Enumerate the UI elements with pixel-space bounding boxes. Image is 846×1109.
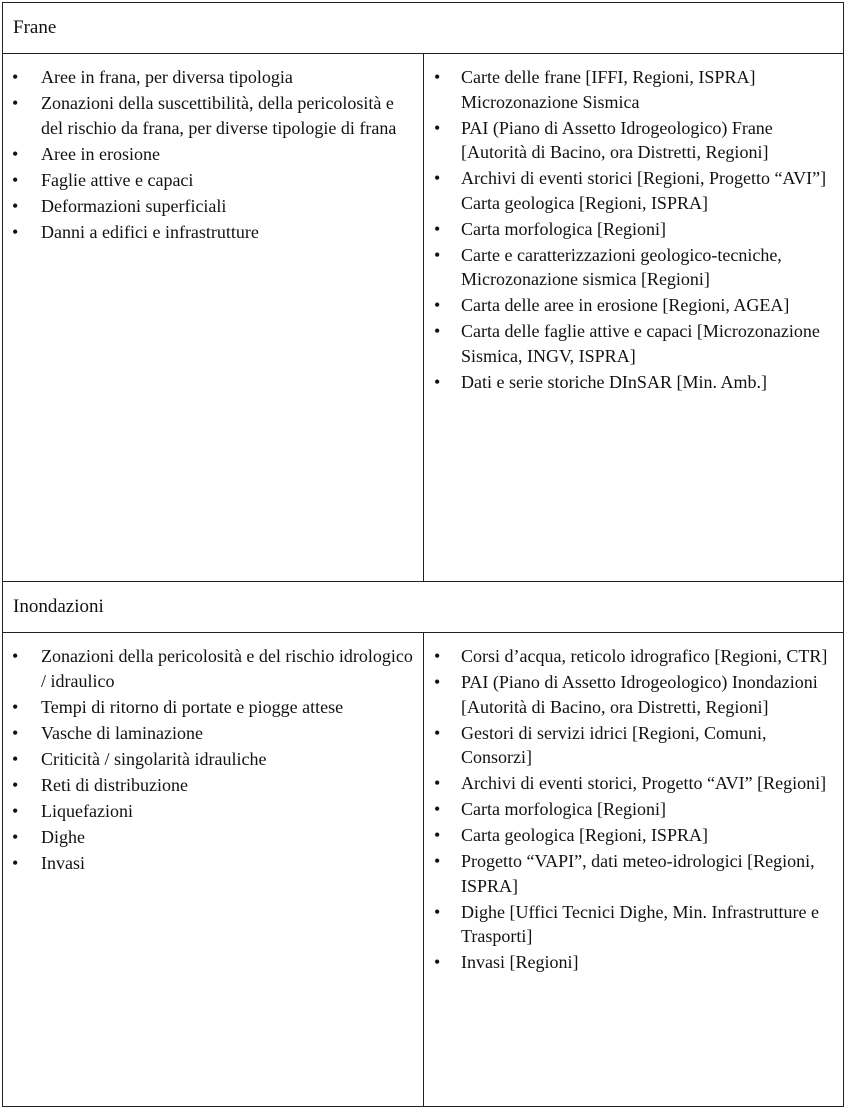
- bullet-icon: •: [434, 672, 441, 692]
- list-item: • Aree in erosione: [3, 142, 423, 167]
- bullet-icon: •: [12, 800, 19, 821]
- bullet-icon: •: [434, 825, 441, 845]
- bullet-icon: •: [434, 371, 441, 392]
- bullet-icon: •: [12, 169, 19, 190]
- list-item: • Dighe [Uffici Tecnici Dighe, Min. Infrastrutture e Trasporti]: [434, 901, 819, 946]
- list-item: • Gestori di servizi idrici [Regioni, Comuni, Consorzi]: [434, 722, 767, 767]
- list-item: • Zonazioni della pericolosità e del rischio idrologico / idraulico: [12, 646, 413, 691]
- bullet-icon: •: [434, 168, 441, 188]
- list-item: • Invasi [Regioni]: [424, 950, 843, 975]
- bullet-icon: •: [12, 774, 19, 795]
- frane-sources-list: [424, 54, 843, 394]
- list-item: • Reti di distribuzione: [3, 773, 423, 798]
- list-item: • Carte e caratterizzazioni geologico-tecniche, Microzonazione sismica [Regioni]: [434, 244, 782, 289]
- inondazioni-topics-list: [3, 633, 423, 875]
- list-item: • Progetto “VAPI”, dati meteo-idrologici [Regioni, ISPRA]: [434, 851, 815, 896]
- section-title-inondazioni: Inondazioni: [3, 581, 843, 633]
- list-item: • Archivi di eventi storici [Regioni, Progetto “AVI”] Carta geologica [Regioni, ISPRA]: [434, 168, 827, 213]
- list-item: • PAI (Piano di Assetto Idrogeologico) Frane [Autorità di Bacino, ora Distretti, Regioni]: [434, 117, 773, 162]
- list-item: • Danni a edifici e infrastrutture: [3, 220, 423, 245]
- list-item: • Deformazioni superficiali: [3, 194, 423, 219]
- section-title-frane: Frane: [3, 3, 843, 54]
- bullet-icon: •: [434, 295, 441, 315]
- list-item: • Faglie attive e capaci: [3, 168, 423, 193]
- bullet-icon: •: [12, 722, 19, 743]
- list-item: • Vasche di laminazione: [3, 721, 423, 746]
- bullet-icon: •: [434, 646, 441, 666]
- list-item: • Criticità / singolarità idrauliche: [3, 747, 423, 772]
- list-item: • Carta geologica [Regioni, ISPRA]: [424, 823, 843, 848]
- list-item: • Liquefazioni: [3, 799, 423, 824]
- list-item: • Carta delle faglie attive e capaci [Microzonazione Sismica, INGV, ISPRA]: [434, 321, 820, 366]
- list-item: • Dati e serie storiche DInSAR [Min. Amb.]: [424, 370, 843, 395]
- list-item: • Carta morfologica [Regioni]: [424, 217, 843, 242]
- bullet-icon: •: [434, 321, 441, 341]
- bullet-icon: •: [12, 221, 19, 242]
- inondazioni-topics-cell: [3, 633, 423, 1106]
- bullet-icon: •: [12, 696, 19, 717]
- bullet-icon: •: [12, 195, 19, 216]
- bullet-icon: •: [12, 748, 19, 769]
- bullet-icon: •: [12, 143, 19, 164]
- bullet-icon: •: [434, 117, 441, 138]
- bullet-icon: •: [434, 773, 441, 793]
- inondazioni-sources-cell: [423, 633, 843, 1106]
- bullet-icon: •: [12, 67, 19, 87]
- bullet-icon: •: [12, 93, 19, 113]
- list-item: • Zonazioni della suscettibilità, della pericolosità e del rischio da frana, per diverse tipologie di frana: [12, 93, 397, 138]
- list-item: • Dighe: [3, 825, 423, 850]
- list-item: • Corsi d’acqua, reticolo idrografico [Regioni, CTR]: [424, 644, 843, 669]
- list-item: • Carta delle aree in erosione [Regioni, AGEA]: [424, 293, 843, 318]
- list-item: • Tempi di ritorno di portate e piogge attese: [3, 695, 423, 720]
- frane-topics-cell: [3, 54, 423, 582]
- list-item: • Aree in frana, per diversa tipologia: [3, 65, 423, 90]
- frane-sources-cell: [423, 54, 843, 582]
- list-item: • Archivi di eventi storici, Progetto “AVI” [Regioni]: [424, 771, 843, 796]
- bullet-icon: •: [434, 244, 441, 265]
- frane-topics-list: [3, 54, 423, 244]
- list-item: • Carte delle frane [IFFI, Regioni, ISPRA] Microzonazione Sismica: [434, 67, 756, 112]
- bullet-icon: •: [434, 799, 441, 819]
- bullet-icon: •: [434, 218, 441, 239]
- list-item: • Invasi: [3, 851, 423, 876]
- bullet-icon: •: [12, 646, 19, 666]
- bullet-icon: •: [12, 826, 19, 847]
- document-table: [2, 2, 844, 1107]
- bullet-icon: •: [434, 67, 441, 87]
- list-item: • PAI (Piano di Assetto Idrogeologico) Inondazioni [Autorità di Bacino, ora Distretti, Regioni]: [434, 672, 818, 717]
- bullet-icon: •: [434, 952, 441, 972]
- bullet-icon: •: [434, 722, 441, 743]
- inondazioni-sources-list: [424, 633, 843, 975]
- bullet-icon: •: [434, 851, 441, 871]
- bullet-icon: •: [434, 901, 441, 922]
- bullet-icon: •: [12, 852, 19, 873]
- list-item: • Carta morfologica [Regioni]: [424, 797, 843, 822]
